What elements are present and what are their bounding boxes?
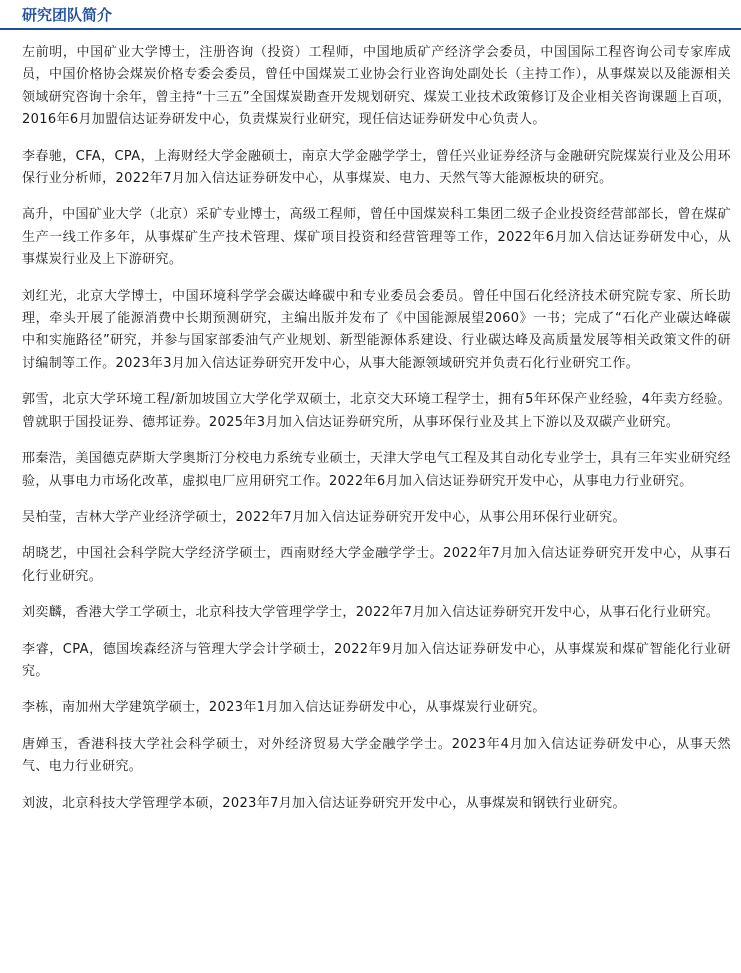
- bio-paragraph-li-rui: 李睿，CPA，德国埃森经济与管理大学会计学硕士，2022年9月加入信达证券研发中心，从事煤炭和煤矿智能化行业研究。: [22, 641, 731, 679]
- bio-paragraph-wu-baiying: 吴柏莹，吉林大学产业经济学硕士，2022年7月加入信达证券研究开发中心，从事公用环保行业研究。: [22, 509, 626, 525]
- bio-paragraph-li-dong: 李栋，南加州大学建筑学硕士，2023年1月加入信达证券研发中心，从事煤炭行业研究。: [22, 700, 546, 716]
- bio-paragraph-zuo-qianming: 左前明，中国矿业大学博士，注册咨询（投资）工程师，中国地质矿产经济学会委员，中国国际工程咨询公司专家库成员，中国价格协会煤炭价格专委会委员，曾任中国煤炭工业协会行业咨询处副处长（主持工作），从事煤炭以及能源相关领域研究咨询十余年，曾主持“十三五”全国煤炭勘查开发规划研究、煤炭工业技术政策修订及企业相关咨询课题上百项，2016年6月加盟信达证券研发中心，负责煤炭行业研究，现任信达证券研发中心负责人。: [22, 45, 731, 128]
- bio-paragraph-xing-qinhao: 邢秦浩，美国德克萨斯大学奥斯汀分校电力系统专业硕士，天津大学电气工程及其自动化专业学士，具有三年实业研究经验，从事电力市场化改革，虚拟电厂应用研究工作。2022年6月加入信达证券研究开发中心，从事电力行业研究。: [22, 451, 731, 489]
- bio-paragraph-guo-xue: 郭雪，北京大学环境工程/新加坡国立大学化学双硕士，北京交大环境工程学士，拥有5年环保产业经验，4年卖方经验。曾就职于国投证券、德邦证券。2025年3月加入信达证券研究所，从事环保行业及其上下游以及双碳产业研究。: [22, 392, 731, 430]
- section-title: 研究团队简介: [22, 6, 113, 24]
- bio-paragraph-gao-sheng: 高升，中国矿业大学（北京）采矿专业博士，高级工程师，曾任中国煤炭科工集团二级子企业投资经营部部长，曾在煤矿生产一线工作多年，从事煤矿生产技术管理、煤矿项目投资和经营管理等工作，2022年6月加入信达证券研发中心，从事煤炭行业及上下游研究。: [22, 207, 731, 268]
- bio-paragraph-liu-bo: 刘波，北京科技大学管理学本硕，2023年7月加入信达证券研究开发中心，从事煤炭和钢铁行业研究。: [22, 795, 626, 811]
- bio-paragraph-tang-chanyu: 唐婵玉，香港科技大学社会科学硕士，对外经济贸易大学金融学学士。2023年4月加入信达证券研发中心，从事天然气、电力行业研究。: [22, 736, 731, 775]
- bio-paragraph-liu-yilin: 刘奕麟，香港大学工学硕士，北京科技大学管理学学士，2022年7月加入信达证券研究开发中心，从事石化行业研究。: [22, 605, 720, 621]
- bio-paragraph-liu-hongguang: 刘红光，北京大学博士，中国环境科学学会碳达峰碳中和专业委员会委员。曾任中国石化经济技术研究院专家、所长助理，牵头开展了能源消费中长期预测研究，主编出版并发布了《中国能源展望2060》一书；完成了“石化产业碳达峰碳中和实施路径”研究，并参与国家部委油气产业规划、新型能源体系建设、行业碳达峰及高质量发展等相关政策文件的研讨编制等工作。2023年3月加入信达证券研究开发中心，从事大能源领域研究并负责石化行业研究工作。: [22, 288, 731, 371]
- bio-paragraph-hu-xiaoyi: 胡晓艺，中国社会科学院大学经济学硕士，西南财经大学金融学学士。2022年7月加入信达证券研究开发中心，从事石化行业研究。: [22, 546, 731, 584]
- bio-paragraph-li-chunchi: 李春驰，CFA，CPA，上海财经大学金融硕士，南京大学金融学学士，曾任兴业证券经济与金融研究院煤炭行业及公用环保行业分析师，2022年7月加入信达证券研发中心，从事煤炭、电力、天然气等大能源板块的研究。: [22, 148, 731, 187]
- bio-list: [22, 30, 731, 815]
- section-header: [0, 0, 741, 30]
